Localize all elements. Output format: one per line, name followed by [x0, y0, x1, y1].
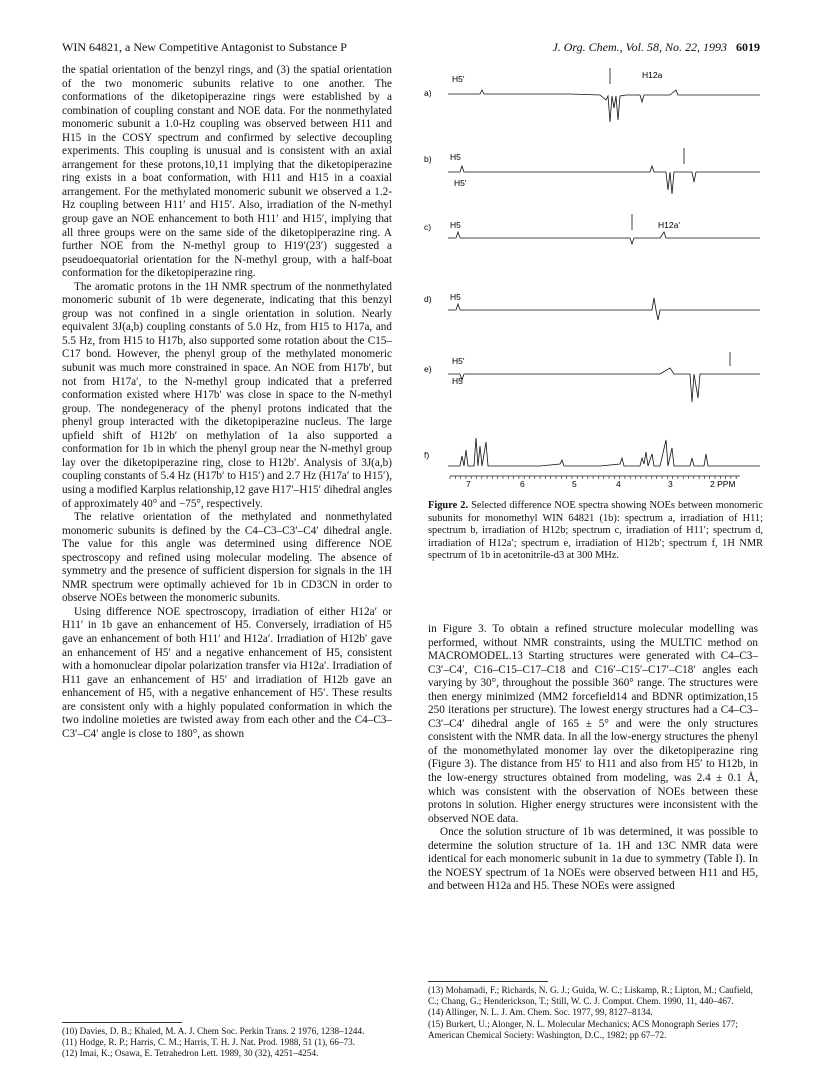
noe-spectra-figure — [420, 62, 765, 497]
spectrum-trace-c — [448, 232, 760, 244]
spectrum-tag-a: a) — [424, 88, 432, 98]
footnote-rule-right — [428, 981, 548, 982]
running-header: WIN 64821, a New Competitive Antagonist to Substance P — [62, 40, 347, 54]
spectrum-tag-d: d) — [424, 294, 432, 304]
peak-label: H5' — [454, 178, 467, 188]
axis-tick-label: 2 PPM — [710, 479, 736, 489]
peak-label: H5 — [452, 376, 463, 386]
axis-tick-label: 6 — [520, 479, 525, 489]
paragraph: in Figure 3. To obtain a refined structure molecular modelling was performed, without NMR constraints, using the MULTIC method on MACROMODEL.13 Starting structures were generated with C4–C3–C3′–C4′, C16–C15–C17–C18 and C16′–C15′–C17′–C18′ angles each varying by 30°, throughout the possible 360° range. The structures were then energy minimized (MM2 forcefield14 and BDNR optimization,15 250 iterations per structure). The lowest energy structures had a C4–C3–C3′–C4′ dihedral angle of 165 ± 5° and were the only structures consistent with the NMR data. In all the low-energy structures the phenyl of the monomethylated monomer lay over the diketopiperazine ring (Figure 3). The distance from H5′ to H11 and also from H5′ to H12b, in the low-energy structures obtained from modeling, was 2.4 ± 0.1 Å, which was consistent with the observation of NOEs between these protons in solution. Higher energy structures were inconsistent with the observed NOE data. — [428, 623, 758, 825]
axis-tick-label: 7 — [466, 479, 471, 489]
paragraph: the spatial orientation of the benzyl rings, and (3) the spatial orientation of the two monomeric subunits relative to one another. The conformations of the diketopiperazine rings were established by a combination of coupling constant and NOE data. For the nonmethylated monomeric subunit a 1.0-Hz coupling was observed between H11 and H15 in the COSY spectrum and confirmed by selective decoupling experiments. This coupling is unusual and is consistent with an axial arrangement for these protons,10,11 implying that the diketopiperazine ring exists in a boat conformation, with H11 and H15 in a coaxial arrangement. For the methylated monomeric subunit we observed a 1.2-Hz coupling between H11′ and H15′. Also, irradiation of the N-methyl group gave an NOE enhancement to both H11′ and H15′, implying that all three groups were on the same side of the diketopiperazine ring. A further NOE from the N-methyl group to H19′(23′) suggested a pseudoequatorial orientation for the N-methyl group, with a half-boat conformation for the diketopiperazine ring. — [62, 64, 392, 280]
figure-2-spectra — [420, 62, 765, 497]
peak-label: H5' — [452, 356, 465, 366]
peak-label: H5 — [450, 152, 461, 162]
axis-minor-ticks — [450, 476, 736, 479]
spectrum-trace-f — [448, 438, 760, 466]
caption-label: Figure 2. — [428, 500, 469, 511]
peak-label: H12a — [642, 70, 663, 80]
footnote: (11) Hodge, R. P.; Harris, C. M.; Harris, T. H. J. Nat. Prod. 1988, 51 (1), 66–73. — [62, 1037, 356, 1048]
footnote: (14) Allinger, N. L. J. Am. Chem. Soc. 1977, 99, 8127–8134. — [428, 1007, 653, 1018]
footnotes-left — [62, 1026, 392, 1060]
footnote: (13) Mohamadi, F.; Richards, N. G. J.; Guida, W. C.; Liskamp, R.; Lipton, M.; Caufield, C.; Chang, G.; Henderickson, T.; Still, W. C. J. Comput. Chem. 1990, 11, 440–467. — [428, 985, 753, 1007]
spectrum-tag-b: b) — [424, 154, 432, 164]
spectrum-trace-a — [448, 90, 760, 122]
footnote: (15) Burkert, U.; Alonger, N. L. Molecular Mechanics; ACS Monograph Series 177; American Chemical Society: Washington, D.C., 1982; pp 67–72. — [428, 1018, 738, 1040]
footnote: (10) Davies, D. B.; Khaled, M. A. J. Chem Soc. Perkin Trans. 2 1976, 1238–1244. — [62, 1026, 365, 1036]
spectrum-trace-b — [448, 166, 760, 194]
journal-citation — [552, 40, 760, 54]
paragraph: The relative orientation of the methylated and nonmethylated monomeric subunits is defined by the C4–C3–C3′–C4′ dihedral angle. The value for this angle was determined using difference NOE spectroscopy and refined using molecular modeling. The absence of symmetry and the presence of sufficient dispersion for signals in the 1H NMR spectrum were optimally achieved for 1b in CD3CN in order to observe NOEs between the monomeric subunits. — [62, 511, 392, 605]
left-column — [62, 64, 392, 741]
footnote-rule-left — [62, 1022, 182, 1023]
spectrum-tag-e: e) — [424, 364, 432, 374]
peak-label: H5 — [450, 220, 461, 230]
axis-tick-label: 4 — [616, 479, 621, 489]
spectrum-trace-d — [448, 298, 760, 320]
figure-caption — [428, 500, 763, 563]
paragraph: Once the solution structure of 1b was determined, it was possible to determine the solution structure of 1a. 1H and 13C NMR data were identical for each monomeric subunit in 1a due to symmetry (Table I). In the NOESY spectrum of 1a NOEs were observed between H11 and H5, and between H12a and H5. These NOEs were assigned — [428, 826, 758, 893]
paragraph: The aromatic protons in the 1H NMR spectrum of the nonmethylated monomeric subunit of 1b were degenerate, indicating that this benzyl group was not confined in a single orientation in solution. Nearly equivalent 3J(a,b) coupling constants of 5.0 Hz, from H15 to H17a, and 5.5 Hz, from H15 to H17b, also supported some rotation about the C15–C17 bond. However, the phenyl group of the methylated monomeric subunit was much more constrained in space. An NOE from H17b′, but not from H17a′, to the N-methyl group indicated that a preferred conformation existed where H17b′ was close in space to the N-methyl group. The nondegeneracy of the phenyl protons indicated that the phenyl group interacted with the diketopiperazine nucleus. The large upfield shift of H12b′ on methylation of 1a also supported a conformation for 1b in which the phenyl group near the N-methyl group lay over the diketopiperazine ring, close to H12b′. Analysis of 3J(a,b) coupling constants of 5.4 Hz (H17b′ to H15′) and 2.7 Hz (H17a′ to H15′), using a modified Karplus relationship,12 gave H17′–H15′ dihedral angles of approximately 40° and −75°, respectively. — [62, 280, 392, 510]
peak-label: H12a' — [658, 220, 680, 230]
spectrum-tag-c: c) — [424, 222, 432, 232]
page-number: 6019 — [736, 40, 760, 54]
caption-text: Selected difference NOE spectra showing NOEs between monomeric subunits for monomethyl WIN 64821 (1b): spectrum a, irradiation of H11; spectrum b, irradiation of H12b; spectrum c, irradiation of H11′; spectrum d, irradiation of H12a′; spectrum e, irradiation of H12b′; spectrum f, 1H NMR spectrum of 1b in acetonitrile-d3 at 300 MHz. — [428, 500, 763, 562]
axis-tick-label: 5 — [572, 479, 577, 489]
peak-label: H5 — [450, 292, 461, 302]
axis-tick-label: 3 — [668, 479, 673, 489]
right-column — [428, 623, 758, 894]
peak-label: H5' — [452, 74, 465, 84]
footnotes-right — [428, 985, 758, 1041]
journal-name: J. Org. Chem., Vol. 58, No. 22, 1993 — [552, 40, 727, 54]
spectrum-trace-e — [448, 368, 760, 402]
footnote: (12) Imai, K.; Osawa, E. Tetrahedron Lett. 1989, 30 (32), 4251–4254. — [62, 1048, 319, 1059]
spectrum-tag-f: f) — [424, 450, 430, 460]
paragraph: Using difference NOE spectroscopy, irradiation of either H12a′ or H11′ in 1b gave an enhancement of H5. Conversely, irradiation of H5 gave an enhancement of both H11′ and H12a′. Irradiation of H12b′ gave an enhancement of H5′ and a negative enhancement of H5, consistent with a homonuclear dipolar polarization transfer via H12a′. Irradiation of H11 gave an enhancement of H5′ and irradiation of H12b gave an enhancement of H5, with a negative enhancement of H5′. These results are consistent only with a highly populated conformation in which the two indoline moieties are twisted away from each other and the C4–C3–C3′–C4′ angle is close to 180°, as shown — [62, 605, 392, 740]
